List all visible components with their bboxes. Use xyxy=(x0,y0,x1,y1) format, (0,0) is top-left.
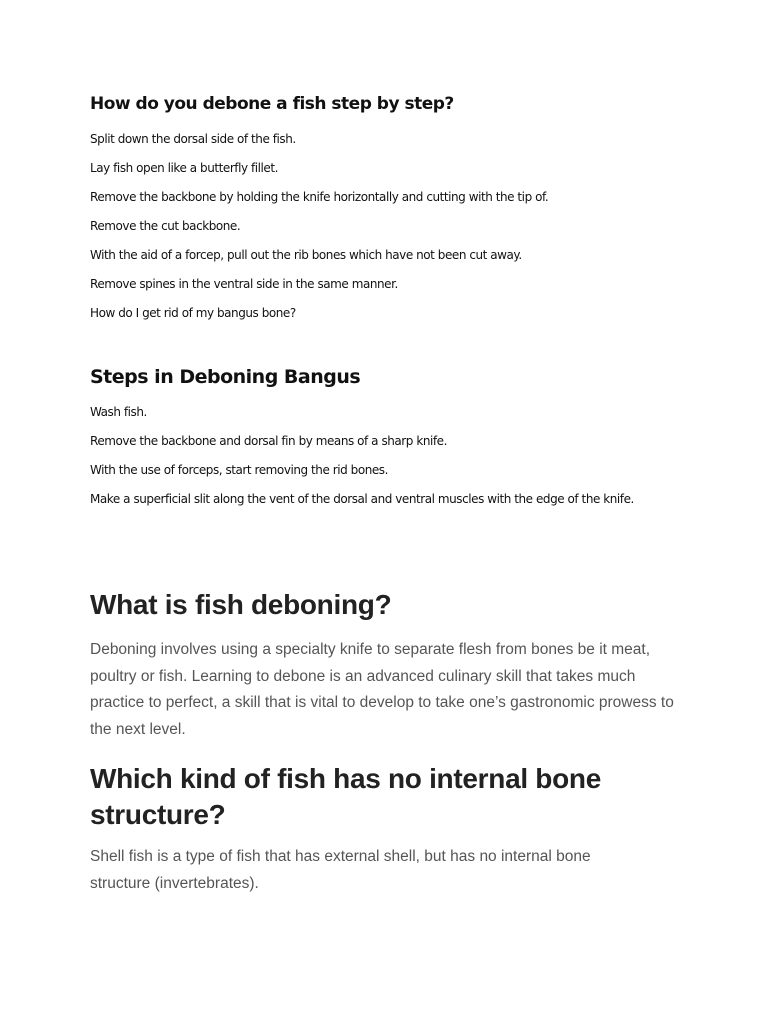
list-item: Remove spines in the ventral side in the same manner. xyxy=(90,277,398,291)
list-item: With the aid of a forcep, pull out the rib bones which have not been cut away. xyxy=(90,248,522,262)
debone-steps-list xyxy=(90,125,548,328)
list-item: Remove the cut backbone. xyxy=(90,219,241,233)
heading-what-is-deboning: What is fish deboning? xyxy=(90,589,392,620)
list-item: Make a superficial slit along the vent of the dorsal and ventral muscles with the edge of the knife. xyxy=(90,492,634,506)
paragraph-what-is-deboning: Deboning involves using a specialty knife to separate flesh from bones be it meat, poultry or fish. Learning to debone is an advanced culinary skill that takes much practice to perfect, a skill that is vital to develop to take one’s gastronomic prowess to the next level. xyxy=(90,641,674,738)
list-item: Lay fish open like a butterfly fillet. xyxy=(90,161,278,175)
list-item: Wash fish. xyxy=(90,405,147,419)
list-item: Remove the backbone by holding the knife horizontally and cutting with the tip of. xyxy=(90,190,549,204)
list-item: Remove the backbone and dorsal fin by means of a sharp knife. xyxy=(90,434,447,448)
heading-bangus-steps: Steps in Deboning Bangus xyxy=(90,366,361,388)
bangus-steps-list xyxy=(90,398,634,514)
list-item: How do I get rid of my bangus bone? xyxy=(90,306,296,320)
list-item: With the use of forceps, start removing the rid bones. xyxy=(90,463,388,477)
heading-debone-steps: How do you debone a fish step by step? xyxy=(90,94,454,114)
paragraph-which-kind-no-bone: Shell fish is a type of fish that has external shell, but has no internal bone structure (invertebrates). xyxy=(90,848,591,892)
heading-which-kind-no-bone: Which kind of fish has no internal bone structure? xyxy=(90,763,601,830)
list-item: Split down the dorsal side of the fish. xyxy=(90,132,296,146)
